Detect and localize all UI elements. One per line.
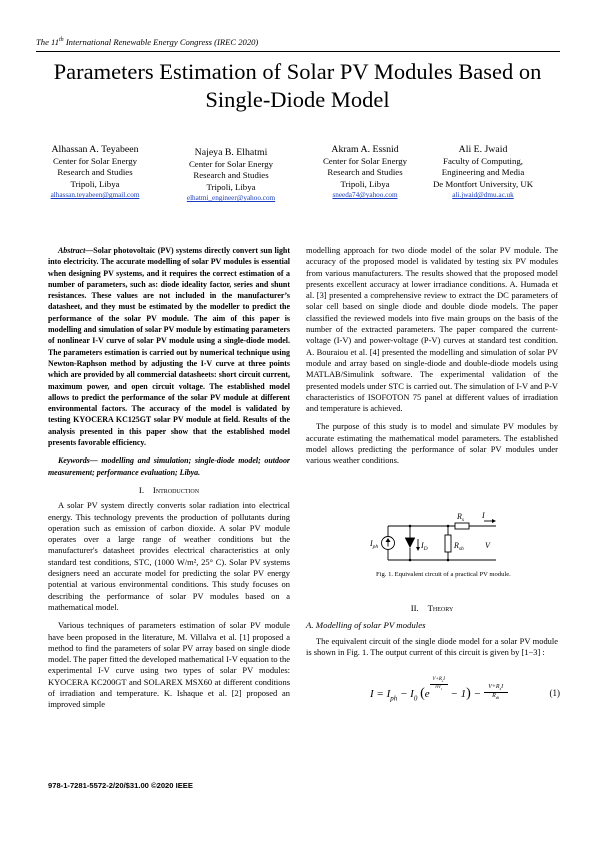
author-affiliation: Research and Studies xyxy=(57,167,133,178)
author-name: Akram A. Essnid xyxy=(331,144,399,155)
eq-exp-num: V+R xyxy=(432,677,442,683)
author-affiliation: De Montfort University, UK xyxy=(432,178,534,189)
header-sup: th xyxy=(59,37,64,44)
figure-caption: Fig. 1. Equivalent circuit of a practical PV module. xyxy=(376,571,511,578)
header-text: The 11 xyxy=(36,37,59,47)
left-column xyxy=(48,245,290,711)
section-title: Theory xyxy=(427,603,454,613)
intro-paragraph-1: A solar PV system directly converts solar radiation into electrical energy. This technology prevents the production of pollutants during operation such as emission of carbon dioxide. A solar PV module operates over a large range of weather conditions but the manufacturer's datasheet provides electrical characteristics at only standard test conditions, STC, (1000 W/m², 25° C). Solar PV systems designers need an accurate model for predicting the solar PV energy potential at various environmental conditions. This study focuses on describing the performance of solar PV modules based on a mathematical model. xyxy=(48,500,290,612)
author-affiliation: Tripoli, Libya xyxy=(206,181,256,192)
author-affiliation: Tripoli, Libya xyxy=(70,178,120,189)
author-email-link[interactable]: ali.jwaid@dmu.ac.uk xyxy=(452,191,514,200)
keywords-text: — modelling and simulation; single-diode model; outdoor measurement; performance evaluation; Libya. xyxy=(48,456,290,477)
v-label: V xyxy=(485,541,490,550)
section-title: Introduction xyxy=(152,484,200,495)
subsection-heading: A. Modelling of solar PV modules xyxy=(306,620,426,631)
section-heading-introduction xyxy=(48,485,290,496)
title-line-2: Single-Diode Model xyxy=(205,87,390,112)
iph-label: $I_{ph}$ xyxy=(370,539,379,550)
paper-title xyxy=(0,58,595,114)
theory-section xyxy=(306,603,558,658)
author-name: Najeya B. Elhatmi xyxy=(194,147,268,158)
eq-sub: s xyxy=(499,686,502,692)
eq-sub: t xyxy=(440,687,442,692)
author-block-2 xyxy=(166,146,296,205)
author-affiliation: Tripoli, Libya xyxy=(340,178,390,189)
eq-frac-den: R xyxy=(492,693,496,700)
intro-paragraph-2: Various techniques of parameters estimation of solar PV module have been proposed in the literature, M. Villalva et al. [1] proposed a method to find the parameters of solar PV array based on single diode model. The paper fitted the developed mathematical I-V equation to the experimental I-V curve using two types of solar PV modules: KYOCERA KC200GT and SOLAREX MSX60 at different conditions of irradiation and temperature. K. Ishaque et al. [2] proposed an improved simple xyxy=(48,620,290,710)
section-number: II. xyxy=(410,603,419,613)
author-affiliation: Center for Solar Energy xyxy=(322,156,408,166)
author-affiliation: Research and Studies xyxy=(193,170,269,181)
author-affiliation: Faculty of Computing, xyxy=(443,156,523,166)
rs-label: $R_s$ xyxy=(457,512,465,523)
conference-header xyxy=(36,37,258,47)
author-name: Ali E. Jwaid xyxy=(458,144,508,155)
eq-sub: s xyxy=(441,679,444,684)
author-email-link[interactable]: sneeda74@yahoo.com xyxy=(332,191,398,200)
i-label: I xyxy=(482,512,485,520)
eq-exp-den: nV xyxy=(435,685,441,691)
header-rule xyxy=(36,51,560,52)
id-label: $I_D$ xyxy=(421,541,428,552)
author-affiliation: Engineering and Media xyxy=(441,167,525,178)
equivalent-circuit-figure xyxy=(368,512,508,564)
eq-frac-num: V+R xyxy=(488,684,500,690)
eq-term: − 1 xyxy=(447,688,467,701)
author-block-4 xyxy=(408,143,558,202)
author-name: Alhassan A. Teyabeen xyxy=(51,144,139,155)
section-heading-theory xyxy=(306,603,558,614)
equation-1: $I = I_{ph} - I_0$ (e $V+R_sI$ $nV_t$ − 1) − $V+R_sI$ $R_{sh}$ (1) xyxy=(370,677,560,703)
rsh-label: $R_{sh}$ xyxy=(454,541,464,552)
keywords xyxy=(48,455,290,478)
header-text-rest: International Renewable Energy Congress (IREC 2020) xyxy=(63,37,259,47)
section-number: I. xyxy=(138,484,145,495)
eq-sub: 0 xyxy=(413,694,418,703)
equation-number: (1) xyxy=(549,688,560,698)
title-line-1: Parameters Estimation of Solar PV Modules Based on xyxy=(53,59,542,84)
literature-paragraph: modelling approach for two diode model of the solar PV module. The accuracy of the proposed model is validated by testing six PV modules from various manufacturers. The results showed that the proposed model presents excellent accuracy at lower irradiance conditions. A. Humada et al. [3] presented a comprehensive review to extract the DC parameters of solar cell based on single diode and double diode models. The paper classified the reviewed models into five main groups on the basis of the number of the extracted parameters. The paper compared the current-voltage (I-V) and power-voltage (P-V) curves at standard test condition. A. Bouraiou et al. [4] presented the modelling and simulation of solar PV module and array based on single-diode and double-diode models using MATLAB/Simulink software. The experimental validation of the presented models under STC is carried out. The simulation of I-V and P-V characteristics of ISOFOTON 75 panel at different values of irradiation and temperature is achieved. xyxy=(306,245,558,414)
author-affiliation: Research and Studies xyxy=(327,167,403,178)
author-email-link[interactable]: alhassan.teyabeen@gmail.com xyxy=(50,191,140,200)
eq-exp-num-post: I xyxy=(443,677,445,683)
purpose-paragraph: The purpose of this study is to model and simulate PV modules by accurate estimating the mathematical model parameters. The established model allows predicting the performance of solar PV modules under various weather conditions. xyxy=(306,421,558,466)
keywords-label: Keywords xyxy=(58,456,90,466)
eq-lhs: I = I xyxy=(370,688,391,701)
copyright-footer: 978-1-7281-5572-2/20/$31.00 ©2020 IEEE xyxy=(48,781,193,790)
theory-paragraph: The equivalent circuit of the single diode model for a solar PV module is shown in Fig. 1. The output current of this circuit is given by [1−3] : xyxy=(306,635,558,657)
abstract xyxy=(48,245,290,448)
eq-term: − I xyxy=(397,688,414,701)
right-column xyxy=(306,245,558,467)
abstract-text: —Solar photovoltaic (PV) systems directly convert sun light into electricity. The accurate modelling of solar PV modules is essential when designing PV systems, and it requires the correct estimation of a number of parameters, such as: diode ideality factor, series and shunt resistances. These values are not included in the manufacturer’s datasheet, and they must be estimated by the modeller to predict the performance of the solar PV module. The aim of this paper is modelling and simulation of solar PV module by estimating parameters of nonlinear I-V curve of solar PV module using a single-diode model. The parameters estimation is carried out by numerical technique using Newton-Raphson method by adjusting the I-V curve at three points which are provided by all commercial datasheets: short circuit current, maximum power, and open circuit voltage. The established model allows to predict the performance of the solar PV module at different environmental factors. The accuracy of the model is validated by testing KYOCERA KC125GT solar PV module at field. Results of the analysis presented in this paper show that the established model presents favorable efficiency. xyxy=(48,246,290,448)
eq-frac-num-post: I xyxy=(501,684,504,690)
author-block-1 xyxy=(30,143,160,202)
eq-sub: sh xyxy=(495,695,500,701)
author-affiliation: Center for Solar Energy xyxy=(52,156,138,166)
eq-sub: ph xyxy=(390,694,398,703)
abstract-label: Abstract xyxy=(58,246,86,255)
author-affiliation: Center for Solar Energy xyxy=(188,159,274,169)
author-email-link[interactable]: elhatmi_engineer@yahoo.com xyxy=(186,194,276,203)
